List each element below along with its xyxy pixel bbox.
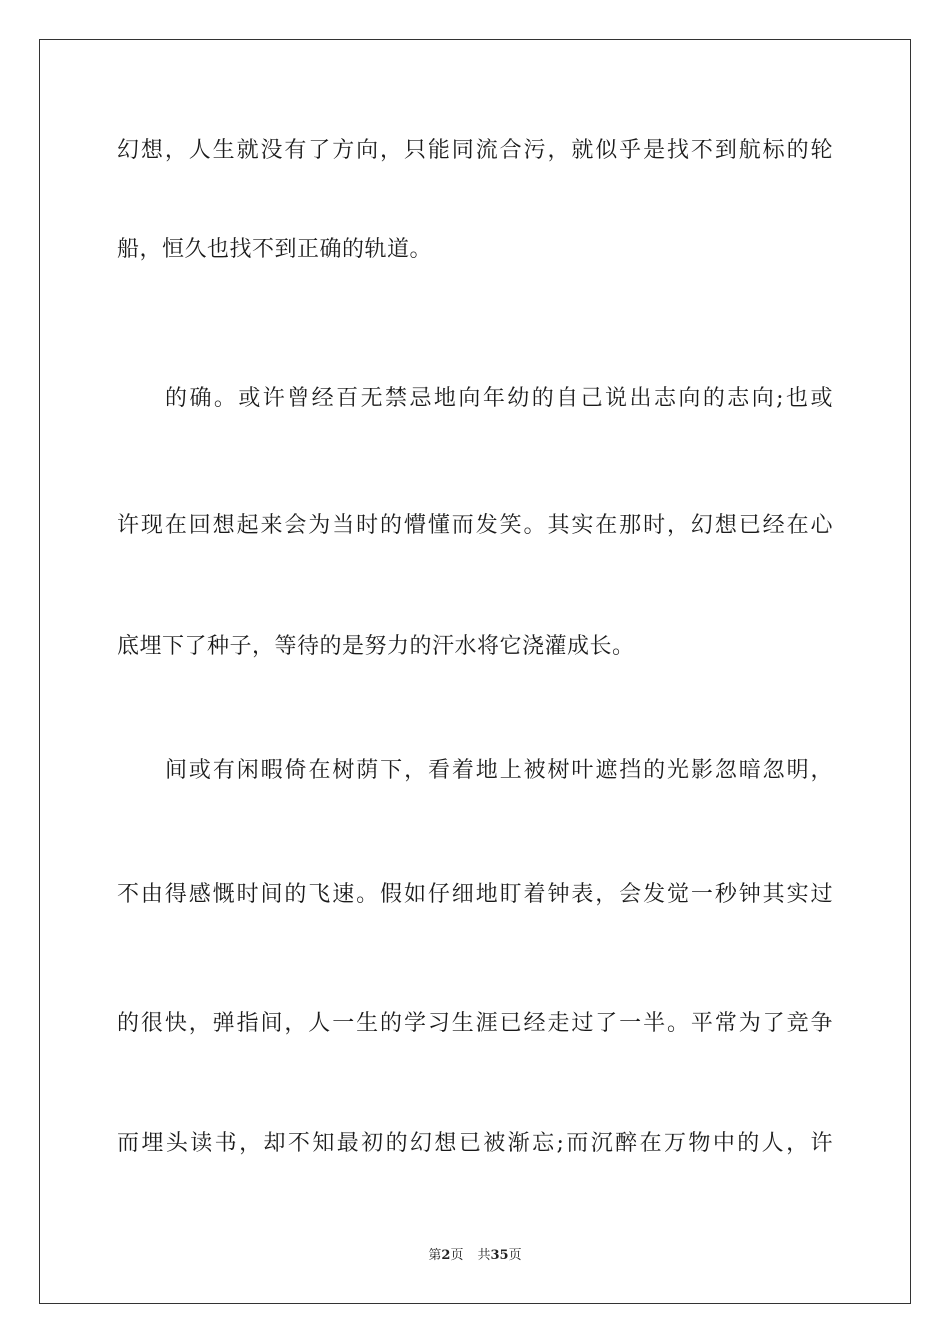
text-line-8: 的很快，弹指间，人一生的学习生涯已经走过了一半。平常为了竞争: [117, 1011, 833, 1036]
text-line-3-indented: 的确。或许曾经百无禁忌地向年幼的自己说出志向的志向;也或: [165, 386, 833, 411]
total-suffix: 页: [508, 1248, 522, 1263]
text-line-1: 幻想，人生就没有了方向，只能同流合污，就似乎是找不到航标的轮: [117, 138, 833, 163]
page-suffix: 页: [450, 1248, 464, 1263]
text-line-5: 底埋下了种子，等待的是努力的汗水将它浇灌成长。: [117, 634, 635, 659]
text-line-4: 许现在回想起来会为当时的懵懂而发笑。其实在那时，幻想已经在心: [117, 513, 833, 538]
total-prefix: 共: [477, 1248, 491, 1263]
total-pages: 35: [490, 1248, 509, 1263]
page-footer: [0, 1247, 950, 1265]
text-line-7: 不由得感慨时间的飞速。假如仔细地盯着钟表，会发觉一秒钟其实过: [117, 882, 833, 907]
text-line-9: 而埋头读书，却不知最初的幻想已被渐忘;而沉醉在万物中的人，许: [117, 1131, 833, 1156]
text-line-2: 船，恒久也找不到正确的轨道。: [117, 237, 433, 262]
page-border: [39, 39, 911, 1304]
page-prefix: 第: [428, 1248, 442, 1263]
text-line-6-indented: 间或有闲暇倚在树荫下，看着地上被树叶遮挡的光影忽暗忽明，: [165, 758, 833, 783]
page-number: 2: [441, 1248, 451, 1263]
